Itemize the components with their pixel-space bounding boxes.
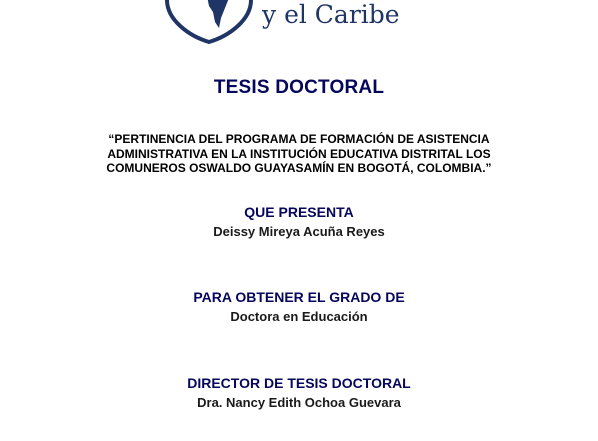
thesis-title-line: COMUNEROS OSWALDO GUAYASAMÍN EN BOGOTÁ, COLOMBIA.” [106, 161, 492, 175]
shield-america-icon [163, 0, 255, 44]
thesis-title-line: ADMINISTRATIVA EN LA INSTITUCIÓN EDUCATIVA DISTRITAL LOS [107, 146, 491, 161]
document-title: TESIS DOCTORAL [213, 77, 385, 98]
thesis-title [0, 132, 598, 176]
degree-label: PARA OBTENER EL GRADO DE [193, 289, 405, 305]
thesis-title-line: “PERTINENCIA DEL PROGRAMA DE FORMACIÓN DE ASISTENCIA [108, 132, 490, 146]
degree-name: Doctora en Educación [230, 309, 368, 324]
director-name: Dra. Nancy Edith Ochoa Guevara [197, 395, 401, 410]
presenter-label: QUE PRESENTA [244, 204, 354, 220]
presenter-name: Deissy Mireya Acuña Reyes [213, 224, 385, 239]
logo-text: y el Caribe [262, 0, 400, 29]
director-label: DIRECTOR DE TESIS DOCTORAL [187, 375, 411, 391]
